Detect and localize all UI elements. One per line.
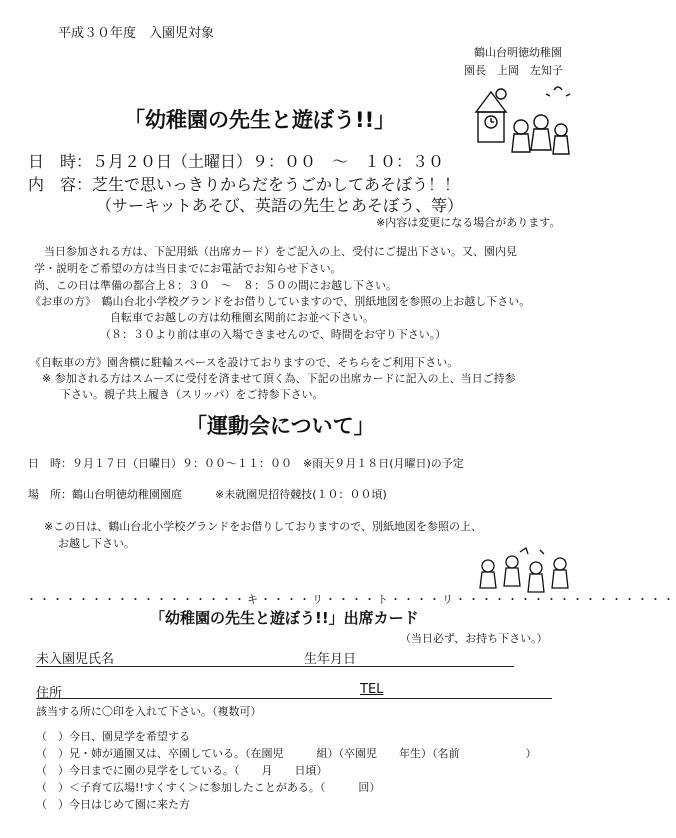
event2-date: 日 時：９月１７日（日曜日）９：００～１１：００ ※雨天９月１８日(月曜日)の予定 [28, 457, 464, 470]
address-underline [36, 698, 552, 699]
card-instruction: 該当する所に〇印を入れて下さい。（複数可） [36, 705, 262, 718]
event1-note-line1: ※ 参加される方はスムーズに受付を済ませて頂く為、下記の出席カードに記入の上、当日ご持参 [42, 372, 516, 385]
event1-para1-line3: 尚、この日は準備の都合上８：３０ ～ ８：５０の間にお越し下さい。 [34, 279, 397, 292]
event2-place: 場 所：鶴山台明徳幼稚園園庭 ※未就園児招待競技(１０：００頃) [28, 488, 387, 501]
option-item: （ ）今日までに園の見学をしている。（ 月 日頃） [36, 764, 328, 777]
card-subnote: （当日必ず、お持ち下さい。） [400, 632, 548, 645]
event2-note-line1: ※この日は、鶴山台北小学校グランドをお借りしておりますので、別紙地図を参照の上、 [44, 520, 482, 533]
kindergarten-illustration [466, 82, 576, 162]
event1-note-line2: 下さい。親子共上履き（スリッパ）をご持参下さい。 [60, 388, 324, 401]
birth-date-label: 生年月日 [304, 652, 357, 667]
event1-para1-line1: 当日参加される方は、下記用紙（出席カード）をご記入の上、受付にご提出下さい。又、園内見 [44, 245, 517, 258]
tel-label: TEL [360, 682, 384, 697]
event1-car-line3: （８：３０より前は車の入場できませんので、時間をお守り下さい。） [100, 328, 447, 341]
event1-car-line1: 《お車の方》 鶴山台北小学校グランドをお借りしていますので、別紙地図を参照の上お越し下さい。 [30, 295, 531, 308]
event1-car-line2: 自転車でお越しの方は幼稚園玄関前にお並べ下さい。 [110, 311, 374, 324]
event2-title: 「運動会について」 [186, 414, 375, 438]
option-item: （ ）＜子育て広場!!すくすく＞に参加したことがある。（ 回） [36, 781, 381, 794]
option-item: （ ）兄・姉が通園又は、卒園している。（在園児 組）（卒園児 年生）（名前 ） [36, 747, 537, 760]
event1-content: 内 容：芝生で思いっきりからだをうごかしてあそぼう！！ [28, 175, 461, 194]
event2-note-line2: お越し下さい。 [58, 537, 135, 550]
cut-line: ・・・・・・・・・・・・・・・・・キ・・・・リ・・・・ト・・・・リ・・・・・・・・・・・・・・・・・ [26, 593, 676, 606]
option-item: （ ）今日、園見学を希望する [36, 730, 190, 743]
event1-change-note: ※内容は変更になる場合があります。 [376, 216, 561, 229]
event1-para1-line2: 学・説明をご希望の方は当日までにお電話でお知らせ下さい。 [34, 262, 342, 275]
event1-title: 「幼稚園の先生と遊ぼう!!」 [124, 108, 396, 132]
card-title: 「幼稚園の先生と遊ぼう!!」出席カード [150, 609, 419, 627]
year-line: 平成３０年度 入園児対象 [58, 26, 215, 41]
address-label: 住所 [36, 686, 63, 701]
child-name-label: 未入園児氏名 [36, 652, 115, 667]
event1-bike-line: 《自転車の方》園舎横に駐輪スペースを設けておりますので、そちらをご利用下さい。 [30, 356, 459, 369]
principal-name: 園長 上岡 左知子 [464, 64, 563, 77]
event1-content-detail: （サーキットあそび、英語の先生とあそぼう、等） [96, 196, 464, 215]
event1-date: 日 時：５月２０日（土曜日）９：００ ～ １０：３０ [28, 152, 445, 171]
school-name: 鶴山台明徳幼稚園 [474, 46, 562, 59]
name-underline [36, 666, 514, 667]
option-item: （ ）今日はじめて園に来た方 [36, 798, 190, 811]
